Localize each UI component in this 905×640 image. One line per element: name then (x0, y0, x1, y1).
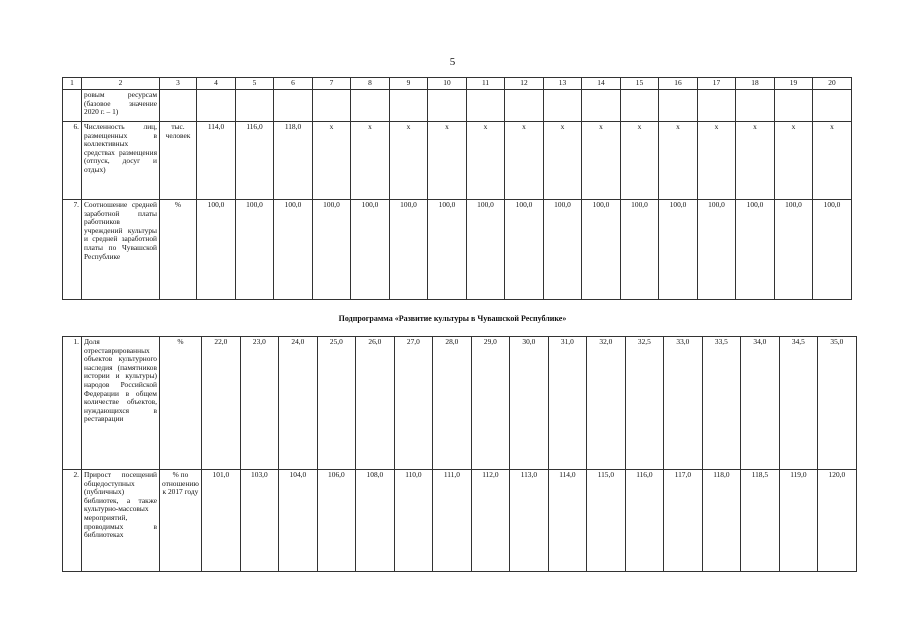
value-cell: 112,0 (471, 470, 509, 572)
value-cell: 34,0 (740, 337, 779, 470)
header-cell: 4 (197, 78, 236, 90)
value-cell: 119,0 (779, 470, 817, 572)
value-cell: 100,0 (582, 200, 621, 300)
value-cell: 100,0 (736, 200, 775, 300)
value-cell (659, 90, 698, 122)
value-cell (467, 90, 505, 122)
value-cell (736, 90, 775, 122)
header-cell: 6 (274, 78, 313, 90)
header-cell: 2 (82, 78, 160, 90)
value-cell: 33,0 (663, 337, 702, 470)
value-cell: x (544, 122, 582, 200)
value-cell: x (467, 122, 505, 200)
value-cell: 100,0 (659, 200, 698, 300)
row-number (63, 90, 82, 122)
value-cell (313, 90, 351, 122)
value-cell: 100,0 (698, 200, 736, 300)
value-cell: 118,0 (274, 122, 313, 200)
value-cell: 116,0 (236, 122, 274, 200)
header-cell: 18 (736, 78, 775, 90)
unit-cell: % (160, 337, 202, 470)
value-cell: 100,0 (274, 200, 313, 300)
value-cell: 27,0 (394, 337, 432, 470)
indicator-name: Соотношение средней заработной платы работников учреждений культуры и средней заработной платы по Чувашской Республике (82, 200, 160, 300)
row-number: 1. (63, 337, 82, 470)
value-cell: 118,0 (702, 470, 740, 572)
row-number: 2. (63, 470, 82, 572)
value-cell: 32,0 (586, 337, 625, 470)
value-cell: 100,0 (544, 200, 582, 300)
value-cell: x (813, 122, 852, 200)
value-cell: 104,0 (278, 470, 317, 572)
unit-cell (160, 90, 197, 122)
value-cell (544, 90, 582, 122)
value-cell (582, 90, 621, 122)
unit-cell: % по отношению к 2017 году (160, 470, 202, 572)
value-cell: 110,0 (394, 470, 432, 572)
indicator-name: ровым ресурсам (базовое значение 2020 г. – 1) (82, 90, 160, 122)
value-cell: 114,0 (197, 122, 236, 200)
value-cell (428, 90, 467, 122)
value-cell: 26,0 (355, 337, 394, 470)
value-cell: x (698, 122, 736, 200)
value-cell (274, 90, 313, 122)
indicator-name: Прирост посещений общедоступных (публичных) библиотек, а также культурно-массовых мероприятий, проводимых в библиотеках (82, 470, 160, 572)
header-cell: 19 (775, 78, 813, 90)
table-row (63, 337, 857, 470)
table-row (63, 122, 852, 200)
value-cell (197, 90, 236, 122)
header-cell: 1 (63, 78, 82, 90)
header-cell: 9 (390, 78, 428, 90)
value-cell (775, 90, 813, 122)
header-cell: 10 (428, 78, 467, 90)
value-cell: 114,0 (548, 470, 586, 572)
value-cell: x (428, 122, 467, 200)
value-cell: x (351, 122, 390, 200)
header-cell: 13 (544, 78, 582, 90)
value-cell (390, 90, 428, 122)
row-number: 7. (63, 200, 82, 300)
value-cell: 24,0 (278, 337, 317, 470)
value-cell: 25,0 (317, 337, 355, 470)
value-cell: 28,0 (432, 337, 471, 470)
value-cell: 100,0 (390, 200, 428, 300)
value-cell: 100,0 (236, 200, 274, 300)
indicators-table-bottom (62, 336, 857, 572)
value-cell: 101,0 (201, 470, 240, 572)
header-cell: 15 (621, 78, 659, 90)
page-number: 5 (449, 56, 456, 68)
indicator-name: Доля отреставрированных объектов культурного наследия (памятников истории и культуры) народов Российской Федерации в общем количестве объектов, нуждающихся в реставрации (82, 337, 160, 470)
table-header-row (63, 78, 852, 90)
value-cell (505, 90, 544, 122)
value-cell: x (736, 122, 775, 200)
value-cell: 100,0 (813, 200, 852, 300)
value-cell (236, 90, 274, 122)
row-number: 6. (63, 122, 82, 200)
header-cell: 17 (698, 78, 736, 90)
value-cell: 23,0 (240, 337, 278, 470)
value-cell: 30,0 (509, 337, 548, 470)
header-cell: 11 (467, 78, 505, 90)
value-cell: 118,5 (740, 470, 779, 572)
value-cell: x (505, 122, 544, 200)
value-cell: 100,0 (505, 200, 544, 300)
value-cell (351, 90, 390, 122)
value-cell: x (582, 122, 621, 200)
indicators-table-top (62, 77, 852, 300)
header-cell: 16 (659, 78, 698, 90)
value-cell: 120,0 (817, 470, 856, 572)
value-cell: 117,0 (663, 470, 702, 572)
header-cell: 8 (351, 78, 390, 90)
value-cell: 32,5 (625, 337, 663, 470)
header-cell: 20 (813, 78, 852, 90)
value-cell (698, 90, 736, 122)
table-row (63, 470, 857, 572)
value-cell: x (775, 122, 813, 200)
header-cell: 7 (313, 78, 351, 90)
value-cell: 100,0 (775, 200, 813, 300)
table-row (63, 200, 852, 300)
value-cell: 29,0 (471, 337, 509, 470)
value-cell: 31,0 (548, 337, 586, 470)
value-cell (813, 90, 852, 122)
value-cell: x (313, 122, 351, 200)
value-cell: 100,0 (467, 200, 505, 300)
value-cell (621, 90, 659, 122)
value-cell: x (659, 122, 698, 200)
unit-cell: % (160, 200, 197, 300)
value-cell: 100,0 (197, 200, 236, 300)
header-cell: 14 (582, 78, 621, 90)
value-cell: 103,0 (240, 470, 278, 572)
value-cell: 113,0 (509, 470, 548, 572)
subprogram-title: Подпрограмма «Развитие культуры в Чувашской Республике» (338, 314, 567, 323)
value-cell: 22,0 (201, 337, 240, 470)
value-cell: 100,0 (428, 200, 467, 300)
value-cell: 115,0 (586, 470, 625, 572)
unit-cell: тыс. человек (160, 122, 197, 200)
value-cell: 34,5 (779, 337, 817, 470)
value-cell: 100,0 (351, 200, 390, 300)
value-cell: x (390, 122, 428, 200)
value-cell: 111,0 (432, 470, 471, 572)
indicator-name: Численность лиц, размещенных в коллективных средствах размещения (отпуск, досуг и отдых) (82, 122, 160, 200)
value-cell: 33,5 (702, 337, 740, 470)
value-cell: x (621, 122, 659, 200)
value-cell: 106,0 (317, 470, 355, 572)
header-cell: 5 (236, 78, 274, 90)
value-cell: 35,0 (817, 337, 856, 470)
value-cell: 108,0 (355, 470, 394, 572)
value-cell: 116,0 (625, 470, 663, 572)
value-cell: 100,0 (621, 200, 659, 300)
table-row (63, 90, 852, 122)
header-cell: 3 (160, 78, 197, 90)
value-cell: 100,0 (313, 200, 351, 300)
header-cell: 12 (505, 78, 544, 90)
